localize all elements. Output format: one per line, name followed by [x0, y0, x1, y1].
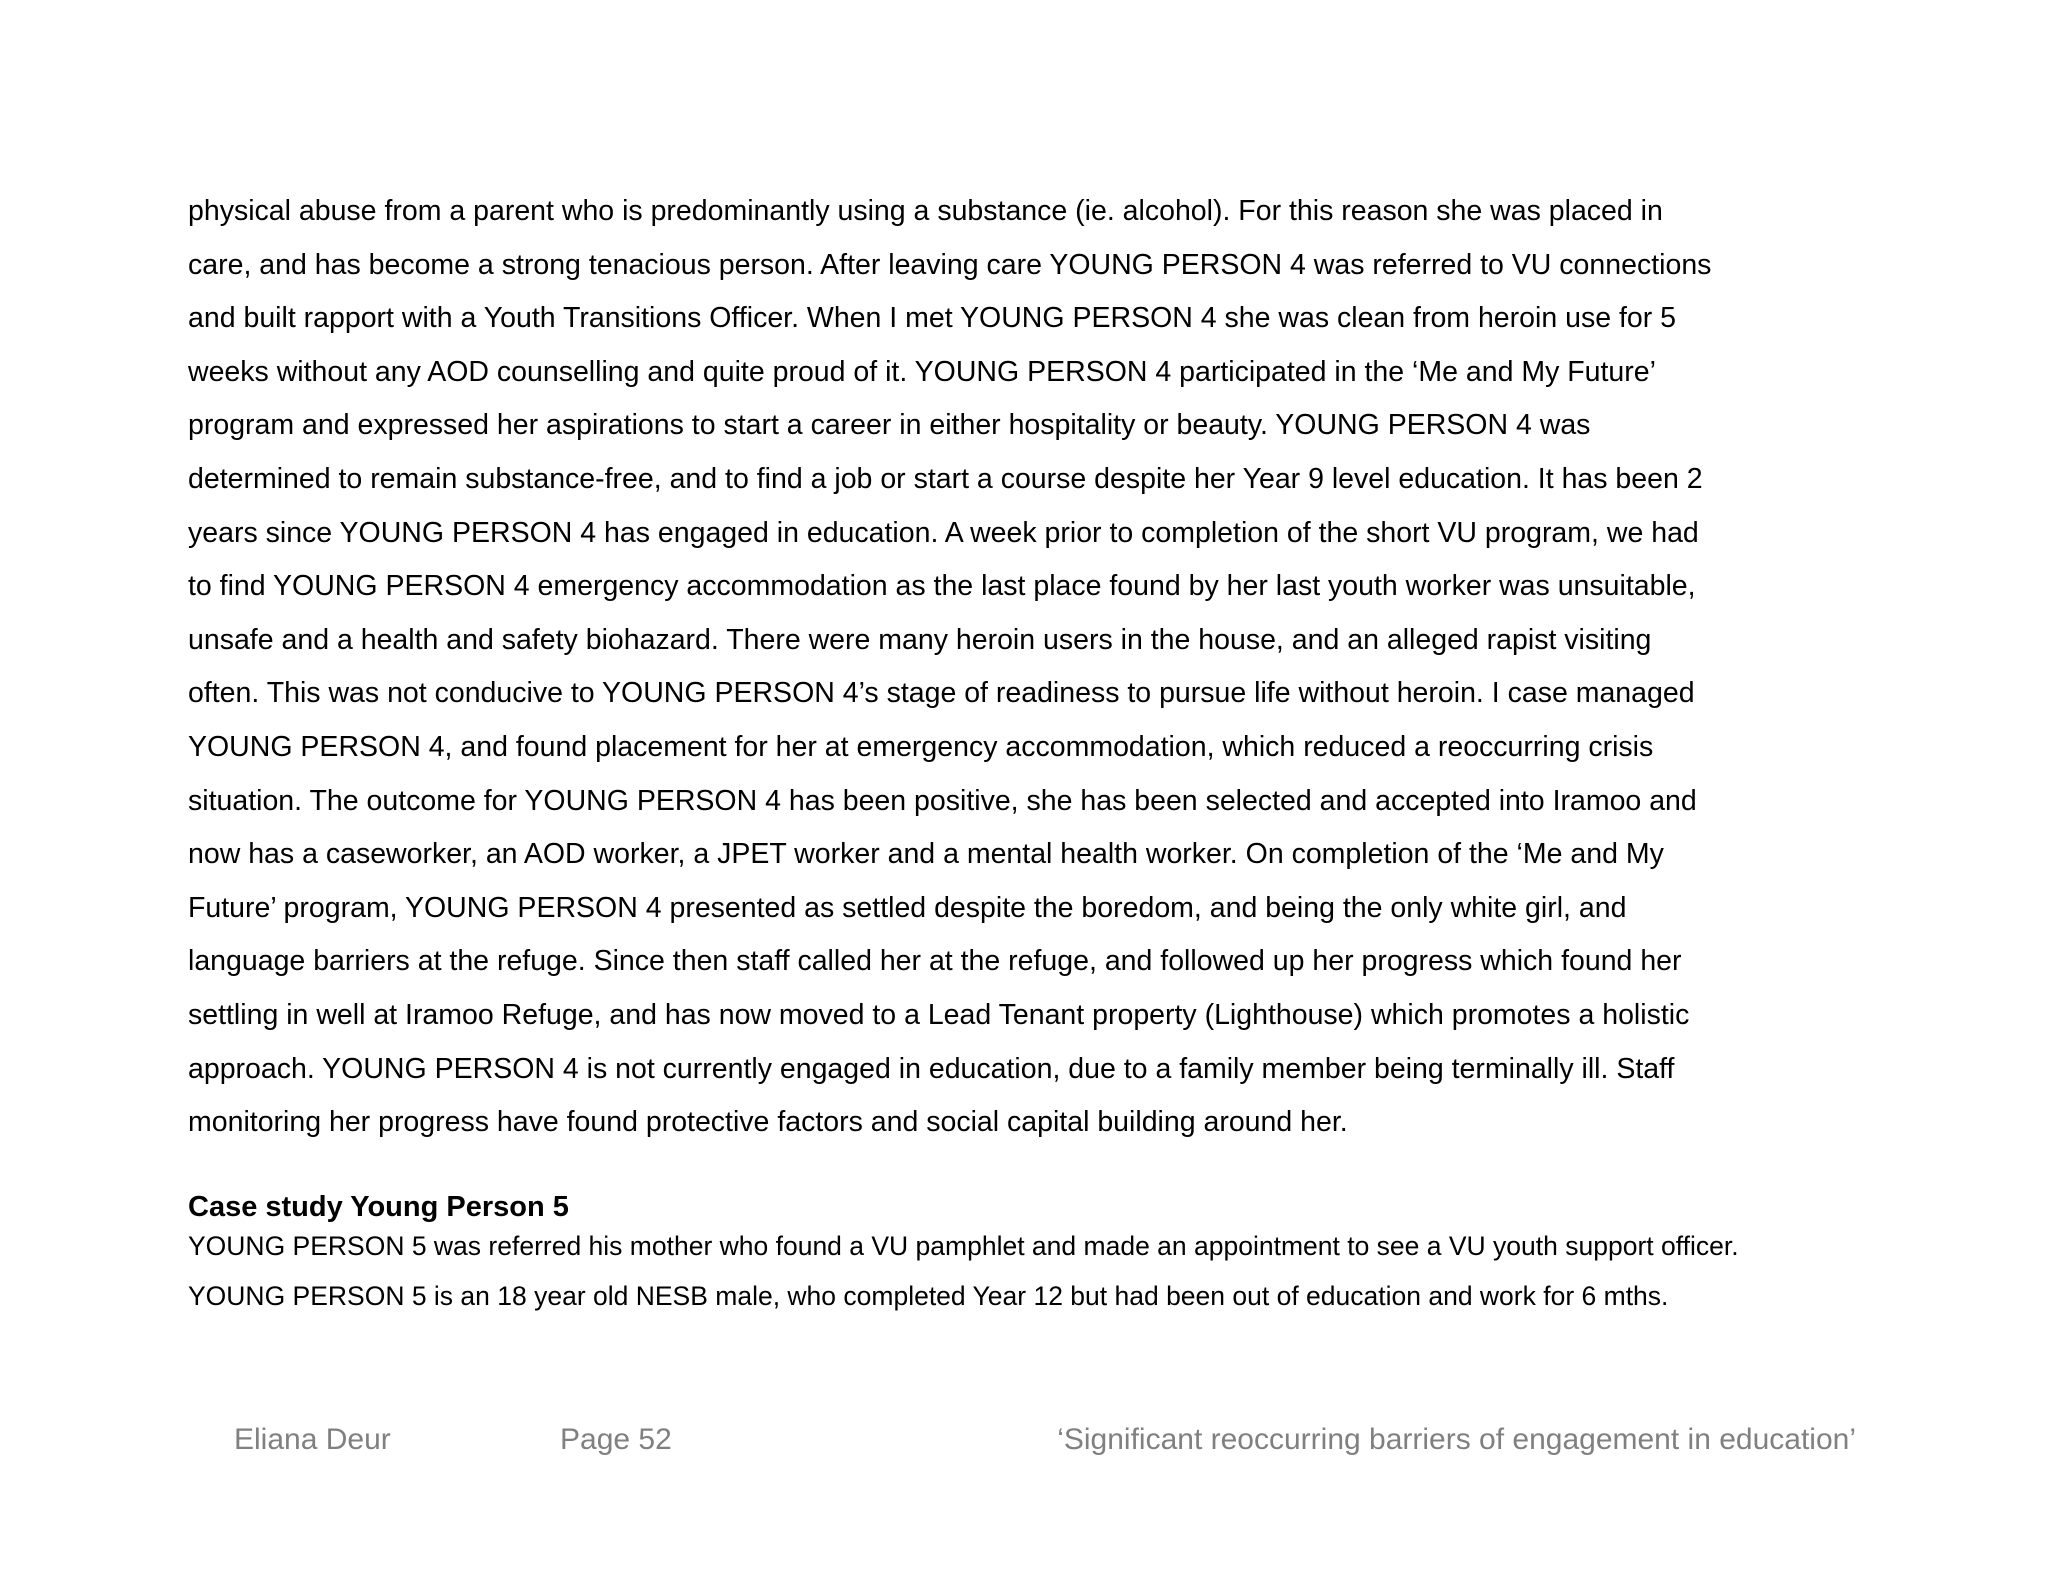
- body-line: weeks without any AOD counselling and quite proud of it. YOUNG PERSON 4 participated in the ‘Me and My Future’: [188, 355, 1656, 388]
- case-study-line: YOUNG PERSON 5 was referred his mother who found a VU pamphlet and made an appointment to see a VU youth support officer.: [188, 1231, 1739, 1261]
- body-line: years since YOUNG PERSON 4 has engaged in education. A week prior to completion of the short VU program, we had: [188, 516, 1699, 549]
- footer-document-title: ‘Significant reoccurring barriers of engagement in education’: [1057, 1423, 1856, 1456]
- body-line: language barriers at the refuge. Since then staff called her at the refuge, and followed up her progress which found her: [188, 945, 1682, 978]
- footer-author: Eliana Deur: [234, 1423, 391, 1456]
- case-study-line: YOUNG PERSON 5 is an 18 year old NESB male, who completed Year 12 but had been out of education and work for 6 mths.: [188, 1281, 1669, 1311]
- body-line: determined to remain substance-free, and to find a job or start a course despite her Year 9 level education. It has been 2: [188, 462, 1703, 495]
- body-line: care, and has become a strong tenacious person. After leaving care YOUNG PERSON 4 was referred to VU connections: [188, 248, 1712, 281]
- body-text: [188, 185, 1888, 1150]
- body-line: Future’ program, YOUNG PERSON 4 presented as settled despite the boredom, and being the only white girl, and: [188, 891, 1627, 924]
- body-line: often. This was not conducive to YOUNG PERSON 4’s stage of readiness to pursue life without heroin. I case managed: [188, 677, 1695, 710]
- body-line: YOUNG PERSON 4, and found placement for her at emergency accommodation, which reduced a reoccurring crisis: [188, 730, 1654, 763]
- body-line: monitoring her progress have found protective factors and social capital building around her.: [188, 1106, 1348, 1139]
- case-study-heading: Case study Young Person 5: [188, 1191, 569, 1223]
- body-line: settling in well at Iramoo Refuge, and has now moved to a Lead Tenant property (Lighthouse) which promotes a holistic: [188, 998, 1690, 1031]
- body-line: approach. YOUNG PERSON 4 is not currently engaged in education, due to a family member being terminally ill. Staff: [188, 1052, 1675, 1085]
- body-line: situation. The outcome for YOUNG PERSON 4 has been positive, she has been selected and accepted into Iramoo and: [188, 784, 1697, 817]
- body-line: unsafe and a health and safety biohazard. There were many heroin users in the house, and an alleged rapist visiting: [188, 623, 1652, 656]
- body-line: and built rapport with a Youth Transitions Officer. When I met YOUNG PERSON 4 she was clean from heroin use for 5: [188, 302, 1676, 335]
- body-line: now has a caseworker, an AOD worker, a JPET worker and a mental health worker. On completion of the ‘Me and My: [188, 838, 1664, 871]
- body-line: program and expressed her aspirations to start a career in either hospitality or beauty. YOUNG PERSON 4 was: [188, 409, 1591, 442]
- body-line: physical abuse from a parent who is predominantly using a substance (ie. alcohol). For this reason she was placed in: [188, 195, 1663, 227]
- body-line: to find YOUNG PERSON 4 emergency accommodation as the last place found by her last youth worker was unsuitable,: [188, 570, 1696, 603]
- case-study-text: [188, 1221, 1888, 1321]
- footer-page-number: Page 52: [560, 1423, 672, 1456]
